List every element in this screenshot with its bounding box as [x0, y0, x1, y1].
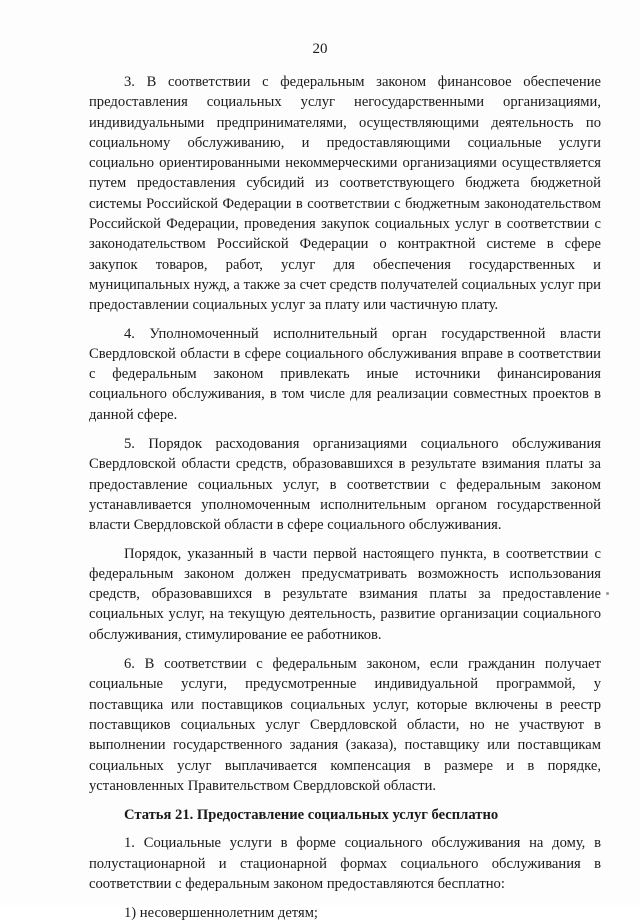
paragraph-4-additional-sources: 4. Уполномоченный исполнительный орган государственной власти Свердловской области в сфере социального обслуживания вправе в соответствии с федеральным законом привлекать иные источники финансирования социального обслуживания, в том числе для реализации совместных проектов в данной сфере.: [89, 325, 601, 423]
scan-speck: [606, 592, 609, 595]
article-21-paragraph-1: 1. Социальные услуги в форме социального обслуживания на дому, в полустационарной и стационарной формах социального обслуживания в соответствии с федеральным законом предоставляются бесплатно:: [89, 835, 601, 892]
article-21-heading: Статья 21. Предоставление социальных услуг бесплатно: [124, 807, 499, 824]
document-body: [89, 72, 601, 924]
page-number: 20: [312, 41, 328, 57]
paragraph-5-spending-order: 5. Порядок расходования организациями социального обслуживания Свердловской области средств, образовавшихся в результате взимания платы за предоставление социальных услуг, в соответствии с федеральным законом устанавливается уполномоченным исполнительным органом государственной власти Свердловской области в сфере социального обслуживания.: [89, 436, 601, 534]
paragraph-3-financing: 3. В соответствии с федеральным законом финансовое обеспечение предоставления социальных услуг негосударственными организациями, индивидуальными предпринимателями, осуществляющими деятельность по социальному обслуживанию, и предоставляющими социальные услуги социально ориентированными некоммерческими организациями осуществляется путем предоставления субсидий из соответствующего бюджета бюджетной системы Российской Федерации в соответствии с бюджетным законодательством Российской Федерации, проведения закупок социальных услуг в соответствии с законодательством Российской Федерации о контрактной системе в сфере закупок товаров, работ, услуг для обеспечения государственных и муниципальных нужд, а также за счет средств получателей социальных услуг при предоставлении социальных услуг за плату или частичную плату.: [89, 74, 601, 314]
paragraph-5-part-two: Порядок, указанный в части первой настоящего пункта, в соответствии с федеральным законом должен предусматривать возможность использования средств, образовавшихся в результате взимания платы за предоставление социальных услуг, на текущую деятельность, развитие организации социального обслуживания, стимулирование ее работников.: [89, 545, 601, 643]
article-21-item-1: 1) несовершеннолетним детям;: [124, 905, 318, 922]
paragraph-6-compensation: 6. В соответствии с федеральным законом, если гражданин получает социальные услуги, предусмотренные индивидуальной программой, у поставщика или поставщиков социальных услуг, которые включены в реестр поставщиков социальных услуг Свердловской области, но не участвуют в выполнении государственного задания (заказа), поставщику или поставщикам социальных услуг выплачивается компенсация в размере и в порядке, установленных Правительством Свердловской области.: [89, 656, 601, 794]
